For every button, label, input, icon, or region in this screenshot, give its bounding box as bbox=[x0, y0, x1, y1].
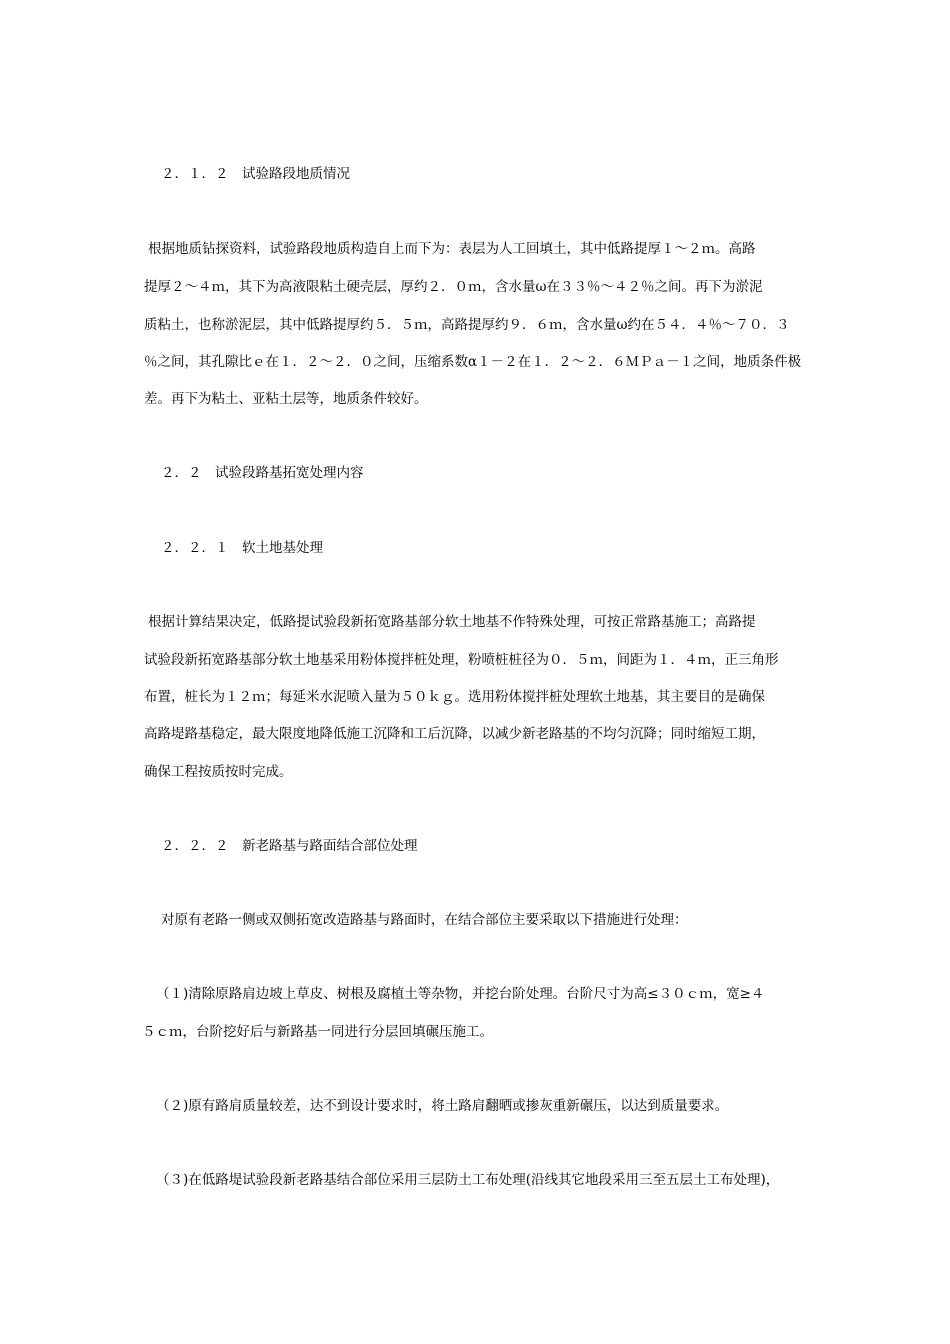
section-heading-2-2: ２．２ 试验段路基拓宽处理内容 bbox=[161, 465, 364, 481]
paragraph-line: 差。再下为粘土、亚粘土层等，地质条件较好。 bbox=[144, 391, 428, 407]
paragraph-line: 布置，桩长为１２ｍ；每延米水泥喷入量为５０ｋｇ。选用粉体搅拌桩处理软土地基，其主要目的是确保 bbox=[144, 689, 765, 705]
paragraph-line: 确保工程按质按时完成。 bbox=[144, 764, 293, 780]
section-heading-2-2-2: ２．２．２ 新老路基与路面结合部位处理 bbox=[161, 838, 418, 854]
paragraph-line: 试验段新拓宽路基部分软土地基采用粉体搅拌桩处理，粉喷桩桩径为０．５ｍ，间距为１．４ｍ，正三角形 bbox=[144, 652, 779, 668]
paragraph-line: 根据地质钻探资料，试验路段地质构造自上而下为：表层为人工回填土，其中低路提厚１～２ｍ。高路 bbox=[148, 241, 756, 257]
section-heading-2-1-2: ２．１．２ 试验路段地质情况 bbox=[161, 166, 350, 182]
paragraph-line: 提厚２～４ｍ，其下为高液限粘土硬壳层，厚约２．０ｍ，含水量ω在３３％～４２％之间。再下为淤泥 bbox=[144, 279, 763, 295]
paragraph-line: 高路堤路基稳定，最大限度地降低施工沉降和工后沉降，以减少新老路基的不均匀沉降；同时缩短工期， bbox=[144, 726, 765, 742]
paragraph-line: ％之间，其孔隙比ｅ在１．２～２．０之间，压缩系数α１－２在１．２～２．６ＭＰａ－１之间，地质条件极 bbox=[144, 354, 802, 370]
section-heading-2-2-1: ２．２．１ 软土地基处理 bbox=[161, 540, 323, 556]
list-item-line: （２)原有路肩质量较差，达不到设计要求时，将土路肩翻晒或掺灰重新碾压，以达到质量要求。 bbox=[156, 1098, 729, 1114]
list-item-line: ５ｃｍ，台阶挖好后与新路基一同进行分层回填碾压施工。 bbox=[142, 1024, 493, 1040]
list-item-line: （３)在低路堤试验段新老路基结合部位采用三层防土工布处理(沿线其它地段采用三至五层土工布处理)， bbox=[156, 1172, 780, 1188]
paragraph-line: 质粘土，也称淤泥层，其中低路提厚约５．５ｍ，高路提厚约９．６ｍ，含水量ω约在５４．４％～７０．３ bbox=[144, 317, 790, 333]
paragraph-line: 根据计算结果决定，低路提试验段新拓宽路基部分软土地基不作特殊处理，可按正常路基施工；高路提 bbox=[148, 614, 756, 630]
list-item-line: （１)清除原路肩边坡上草皮、树根及腐植土等杂物，并挖台阶处理。台阶尺寸为高≤３０ｃｍ，宽≥４ bbox=[156, 986, 765, 1002]
paragraph-intro: 对原有老路一侧或双侧拓宽改造路基与路面时，在结合部位主要采取以下措施进行处理： bbox=[161, 912, 688, 928]
